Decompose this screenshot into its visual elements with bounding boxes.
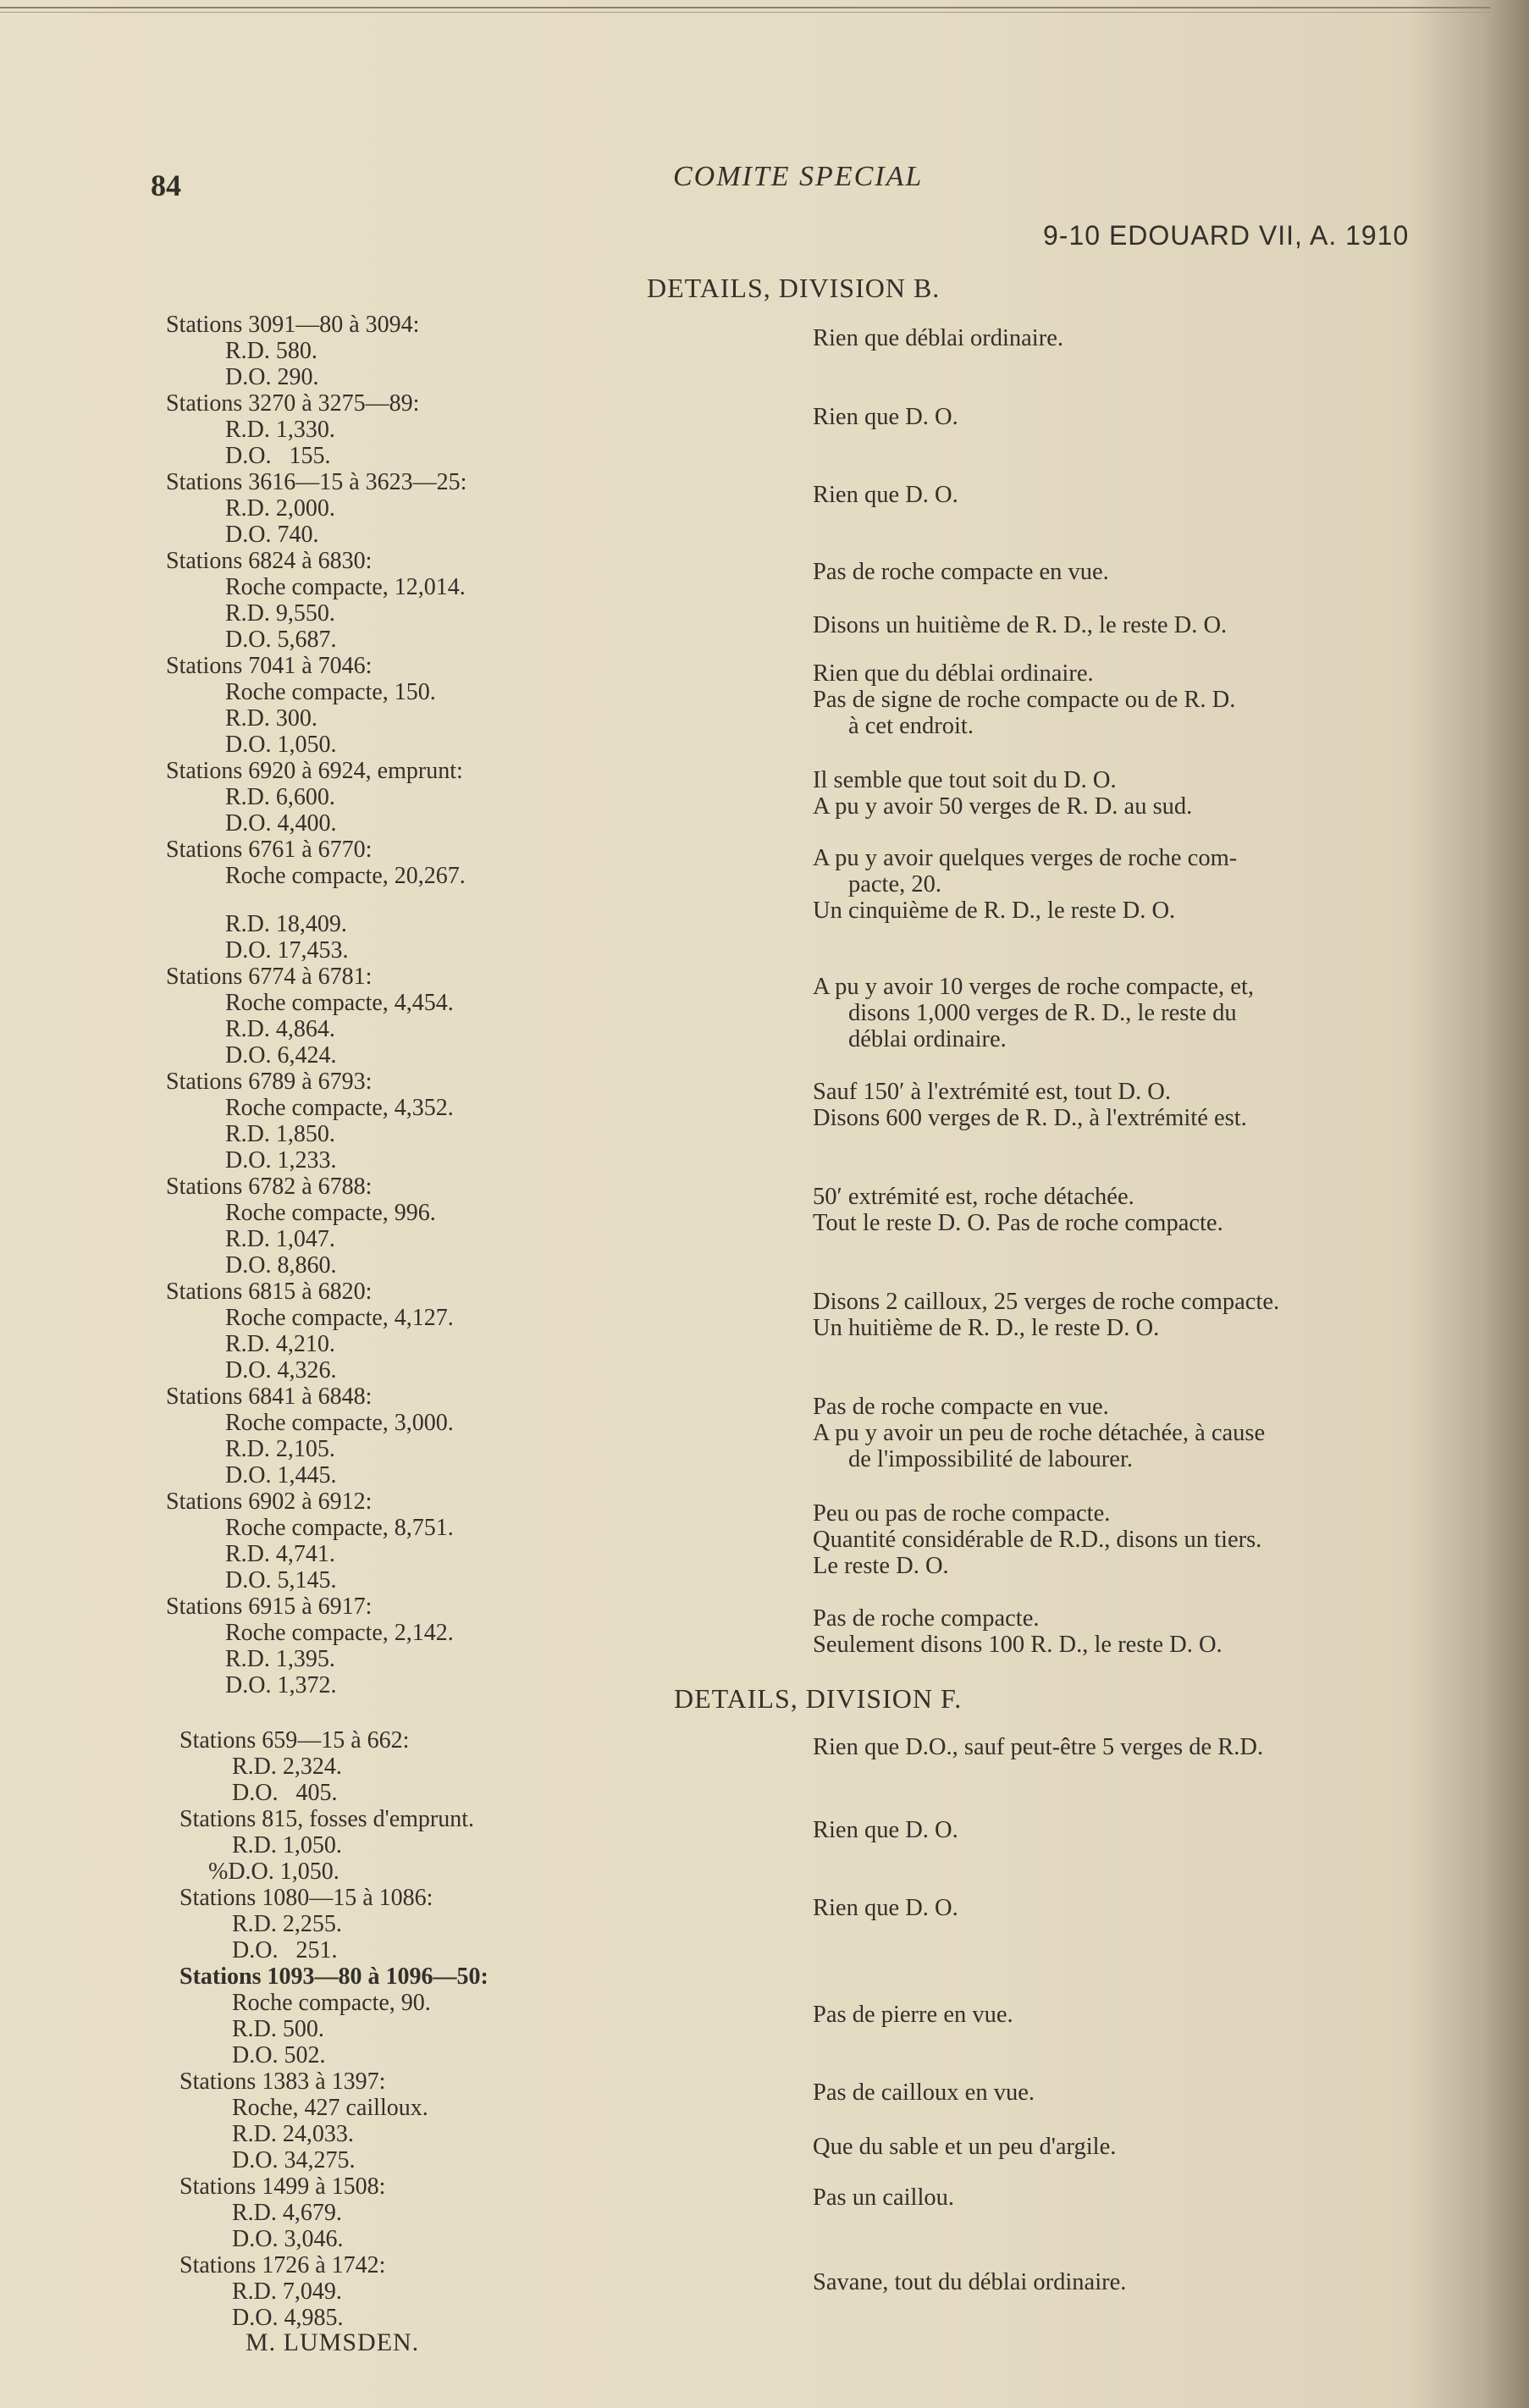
quantity-line: R.D. 24,033. (232, 2121, 354, 2147)
remark (813, 767, 1192, 820)
remark-line: pacte, 20. (848, 871, 941, 897)
station-entry (166, 964, 466, 1069)
quantity-line: D.O. 251. (232, 1937, 338, 1963)
station-entry (166, 1488, 466, 1593)
remark (813, 404, 958, 430)
station-entry (179, 2252, 489, 2331)
remark-line: Disons 600 verges de R. D., à l'extrémité est. (813, 1105, 1247, 1131)
station-entry (166, 653, 466, 758)
station-label: Stations 1726 à 1742: (179, 2252, 386, 2278)
remark (813, 2079, 1116, 2160)
station-entry (166, 1069, 466, 1174)
remark-line: Le reste D. O. (813, 1553, 949, 1579)
station-label: Stations 6815 à 6820: (166, 1279, 373, 1305)
quantity-line: D.O. 34,275. (232, 2147, 356, 2173)
remark-line: Savane, tout du déblai ordinaire. (813, 2269, 1127, 2295)
station-entry (166, 312, 466, 390)
remark-line: Pas de signe de roche compacte ou de R. D. (813, 687, 1236, 713)
remark-line: Rien que D. O. (813, 1817, 958, 1843)
quantity-line: Roche compacte, 150. (225, 679, 436, 705)
remark-line: Rien que du déblai ordinaire. (813, 660, 1094, 687)
remark (813, 1817, 958, 1843)
division-f-stations (179, 1727, 489, 2331)
top-rule (0, 7, 1490, 8)
remark-line: Il semble que tout soit du D. O. (813, 767, 1117, 793)
remark (813, 845, 1237, 924)
remark-line: Rien que déblai ordinaire. (813, 325, 1063, 351)
remark-line: A pu y avoir 10 verges de roche compacte, et, (813, 974, 1255, 1000)
station-entry (179, 1806, 489, 1885)
quantity-line: R.D. 2,255. (232, 1911, 342, 1937)
quantity-line: R.D. 300. (225, 705, 317, 732)
quantity-line: D.O. 155. (225, 443, 331, 469)
session-label: 9-10 EDOUARD VII, A. 1910 (1043, 220, 1410, 251)
station-entry (166, 837, 466, 964)
quantity-line: R.D. 1,850. (225, 1121, 335, 1147)
remark-line: Pas de roche compacte en vue. (813, 1394, 1109, 1420)
quantity-line: Roche compacte, 20,267. (225, 863, 466, 889)
station-entry (166, 548, 466, 653)
station-entry (166, 1279, 466, 1383)
remark (813, 1734, 1263, 1760)
quantity-line: R.D. 4,210. (225, 1331, 335, 1357)
station-entry (179, 2068, 489, 2173)
station-label: Stations 1499 à 1508: (179, 2173, 386, 2200)
remark-line: Un cinquième de R. D., le reste D. O. (813, 897, 1176, 924)
quantity-line: %D.O. 1,050. (208, 1858, 339, 1885)
station-label: Stations 1383 à 1397: (179, 2068, 386, 2095)
station-label: Stations 6902 à 6912: (166, 1488, 373, 1515)
quantity-line: D.O. 8,860. (225, 1252, 337, 1279)
remark-line: Seulement disons 100 R. D., le reste D. O. (813, 1632, 1223, 1658)
station-label: Stations 659—15 à 662: (179, 1727, 410, 1754)
quantity-line: D.O. 290. (225, 364, 319, 390)
remark-line: Pas de cailloux en vue. (813, 2079, 1035, 2106)
station-entry (179, 1727, 489, 1806)
quantity-line: D.O. 502. (232, 2042, 326, 2068)
quantity-line: R.D. 9,550. (225, 600, 335, 627)
remark (813, 2184, 954, 2211)
remark (813, 1079, 1247, 1131)
page-number: 84 (151, 168, 181, 202)
quantity-line: D.O. 4,326. (225, 1357, 337, 1383)
remark (813, 1394, 1265, 1472)
remark-line: Rien que D. O. (813, 404, 958, 430)
remark (813, 2269, 1126, 2295)
remark-line: Sauf 150′ à l'extrémité est, tout D. O. (813, 1079, 1171, 1105)
quantity-line: Roche compacte, 2,142. (225, 1620, 454, 1646)
remark-line: Peu ou pas de roche compacte. (813, 1500, 1111, 1527)
heading-division-f: DETAILS, DIVISION F. (674, 1683, 963, 1714)
station-entry (166, 390, 466, 469)
remark-line: Tout le reste D. O. Pas de roche compacte. (813, 1210, 1223, 1236)
remark (813, 325, 1063, 351)
station-label: Stations 6824 à 6830: (166, 548, 373, 574)
station-entry (179, 2173, 489, 2252)
remark (813, 660, 1235, 739)
station-label: Stations 6782 à 6788: (166, 1174, 373, 1200)
station-label: Stations 3616—15 à 3623—25: (166, 469, 467, 495)
remark (813, 559, 1227, 638)
station-label: Stations 3270 à 3275—89: (166, 390, 420, 417)
station-label: Stations 7041 à 7046: (166, 653, 373, 679)
remark-line: 50′ extrémité est, roche détachée. (813, 1184, 1134, 1210)
remark (813, 1184, 1223, 1236)
quantity-line: Roche compacte, 90. (232, 1990, 431, 2016)
station-entry (179, 1885, 489, 1963)
remark-line: Disons 2 cailloux, 25 verges de roche compacte. (813, 1289, 1280, 1315)
quantity-line: R.D. 1,330. (225, 417, 335, 443)
station-label: Stations 815, fosses d'emprunt. (179, 1806, 475, 1832)
quantity-line: D.O. 6,424. (225, 1042, 337, 1069)
remark-line: disons 1,000 verges de R. D., le reste du (848, 1000, 1237, 1026)
top-rule-secondary (0, 12, 1490, 13)
quantity-line: D.O. 4,985. (232, 2305, 344, 2331)
quantity-line: R.D. 4,864. (225, 1016, 335, 1042)
station-label: Stations 6915 à 6917: (166, 1593, 373, 1620)
quantity-line: R.D. 7,049. (232, 2278, 342, 2305)
remark-line: Quantité considérable de R.D., disons un tiers. (813, 1527, 1262, 1553)
quantity-line: D.O. 405. (232, 1780, 338, 1806)
quantity-line: Roche compacte, 4,127. (225, 1305, 454, 1331)
remark-line: déblai ordinaire. (848, 1026, 1007, 1052)
quantity-line: Roche compacte, 996. (225, 1200, 436, 1226)
remark-line: Pas de roche compacte en vue. (813, 559, 1109, 585)
station-label: Stations 6920 à 6924, emprunt: (166, 758, 463, 784)
station-entry (179, 1963, 489, 2068)
station-entry (166, 758, 466, 837)
signature: M. LUMSDEN. (246, 2328, 420, 2356)
station-entry (166, 1383, 466, 1488)
remark (813, 1895, 958, 1921)
division-b-stations (166, 312, 466, 1698)
remark-line: Un huitième de R. D., le reste D. O. (813, 1315, 1160, 1341)
quantity-line: Roche compacte, 8,751. (225, 1515, 454, 1541)
quantity-line: R.D. 2,324. (232, 1754, 342, 1780)
quantity-line: R.D. 1,395. (225, 1646, 335, 1672)
station-label: Stations 3091—80 à 3094: (166, 312, 420, 338)
remark-line: Pas de roche compacte. (813, 1605, 1040, 1632)
remark-line: Pas de pierre en vue. (813, 2002, 1013, 2028)
quantity-line: Roche compacte, 3,000. (225, 1410, 454, 1436)
remark-line: Rien que D. O. (813, 482, 958, 508)
remark-line: Disons un huitième de R. D., le reste D. O. (813, 612, 1228, 638)
quantity-line: D.O. 1,445. (225, 1462, 337, 1488)
heading-division-b: DETAILS, DIVISION B. (647, 273, 941, 303)
remark-line: A pu y avoir quelques verges de roche com- (813, 845, 1238, 871)
station-label: Stations 6774 à 6781: (166, 964, 373, 990)
station-entry (166, 1593, 466, 1698)
quantity-line: Roche, 427 cailloux. (232, 2095, 428, 2121)
station-label: Stations 6789 à 6793: (166, 1069, 373, 1095)
quantity-line: R.D. 6,600. (225, 784, 335, 810)
remark-line: A pu y avoir 50 verges de R. D. au sud. (813, 793, 1193, 820)
quantity-line: R.D. 1,047. (225, 1226, 335, 1252)
quantity-line: D.O. 3,046. (232, 2226, 344, 2252)
remark (813, 1500, 1261, 1579)
quantity-line: R.D. 1,050. (232, 1832, 342, 1858)
quantity-line: D.O. 5,145. (225, 1567, 337, 1593)
station-label: Stations 6761 à 6770: (166, 837, 373, 863)
quantity-line: R.D. 18,409. (225, 911, 347, 937)
station-label: Stations 6841 à 6848: (166, 1383, 373, 1410)
quantity-line: D.O. 1,372. (225, 1672, 337, 1698)
station-label: Stations 1093—80 à 1096—50: (179, 1963, 489, 1990)
remark-line: Rien que D.O., sauf peut-être 5 verges de R.D. (813, 1734, 1264, 1760)
remark-line: Rien que D. O. (813, 1895, 958, 1921)
quantity-line: D.O. 4,400. (225, 810, 337, 837)
quantity-line: Roche compacte, 4,454. (225, 990, 454, 1016)
remark (813, 974, 1254, 1052)
quantity-line: D.O. 1,050. (225, 732, 337, 758)
remark-line: Que du sable et un peu d'argile. (813, 2134, 1117, 2160)
quantity-line: D.O. 17,453. (225, 937, 349, 964)
quantity-line: R.D. 4,741. (225, 1541, 335, 1567)
quantity-line: Roche compacte, 12,014. (225, 574, 466, 600)
quantity-line: R.D. 2,105. (225, 1436, 335, 1462)
quantity-line: D.O. 740. (225, 522, 319, 548)
station-entry (166, 1174, 466, 1279)
remark (813, 1605, 1223, 1658)
quantity-line: R.D. 4,679. (232, 2200, 342, 2226)
remark-line: Pas un caillou. (813, 2184, 955, 2211)
remark (813, 1289, 1279, 1341)
quantity-line: D.O. 1,233. (225, 1147, 337, 1174)
quantity-line: Roche compacte, 4,352. (225, 1095, 454, 1121)
quantity-line: R.D. 580. (225, 338, 317, 364)
remark-line: de l'impossibilité de labourer. (848, 1446, 1133, 1472)
running-title: COMITE SPECIAL (673, 161, 924, 192)
quantity-line: D.O. 5,687. (225, 627, 337, 653)
quantity-line: R.D. 500. (232, 2016, 324, 2042)
station-label: Stations 1080—15 à 1086: (179, 1885, 433, 1911)
remark-line: A pu y avoir un peu de roche détachée, à cause (813, 1420, 1266, 1446)
remark-line: à cet endroit. (848, 713, 974, 739)
remark (813, 482, 958, 508)
remark (813, 2002, 1013, 2028)
quantity-line: R.D. 2,000. (225, 495, 335, 522)
station-entry (166, 469, 466, 548)
